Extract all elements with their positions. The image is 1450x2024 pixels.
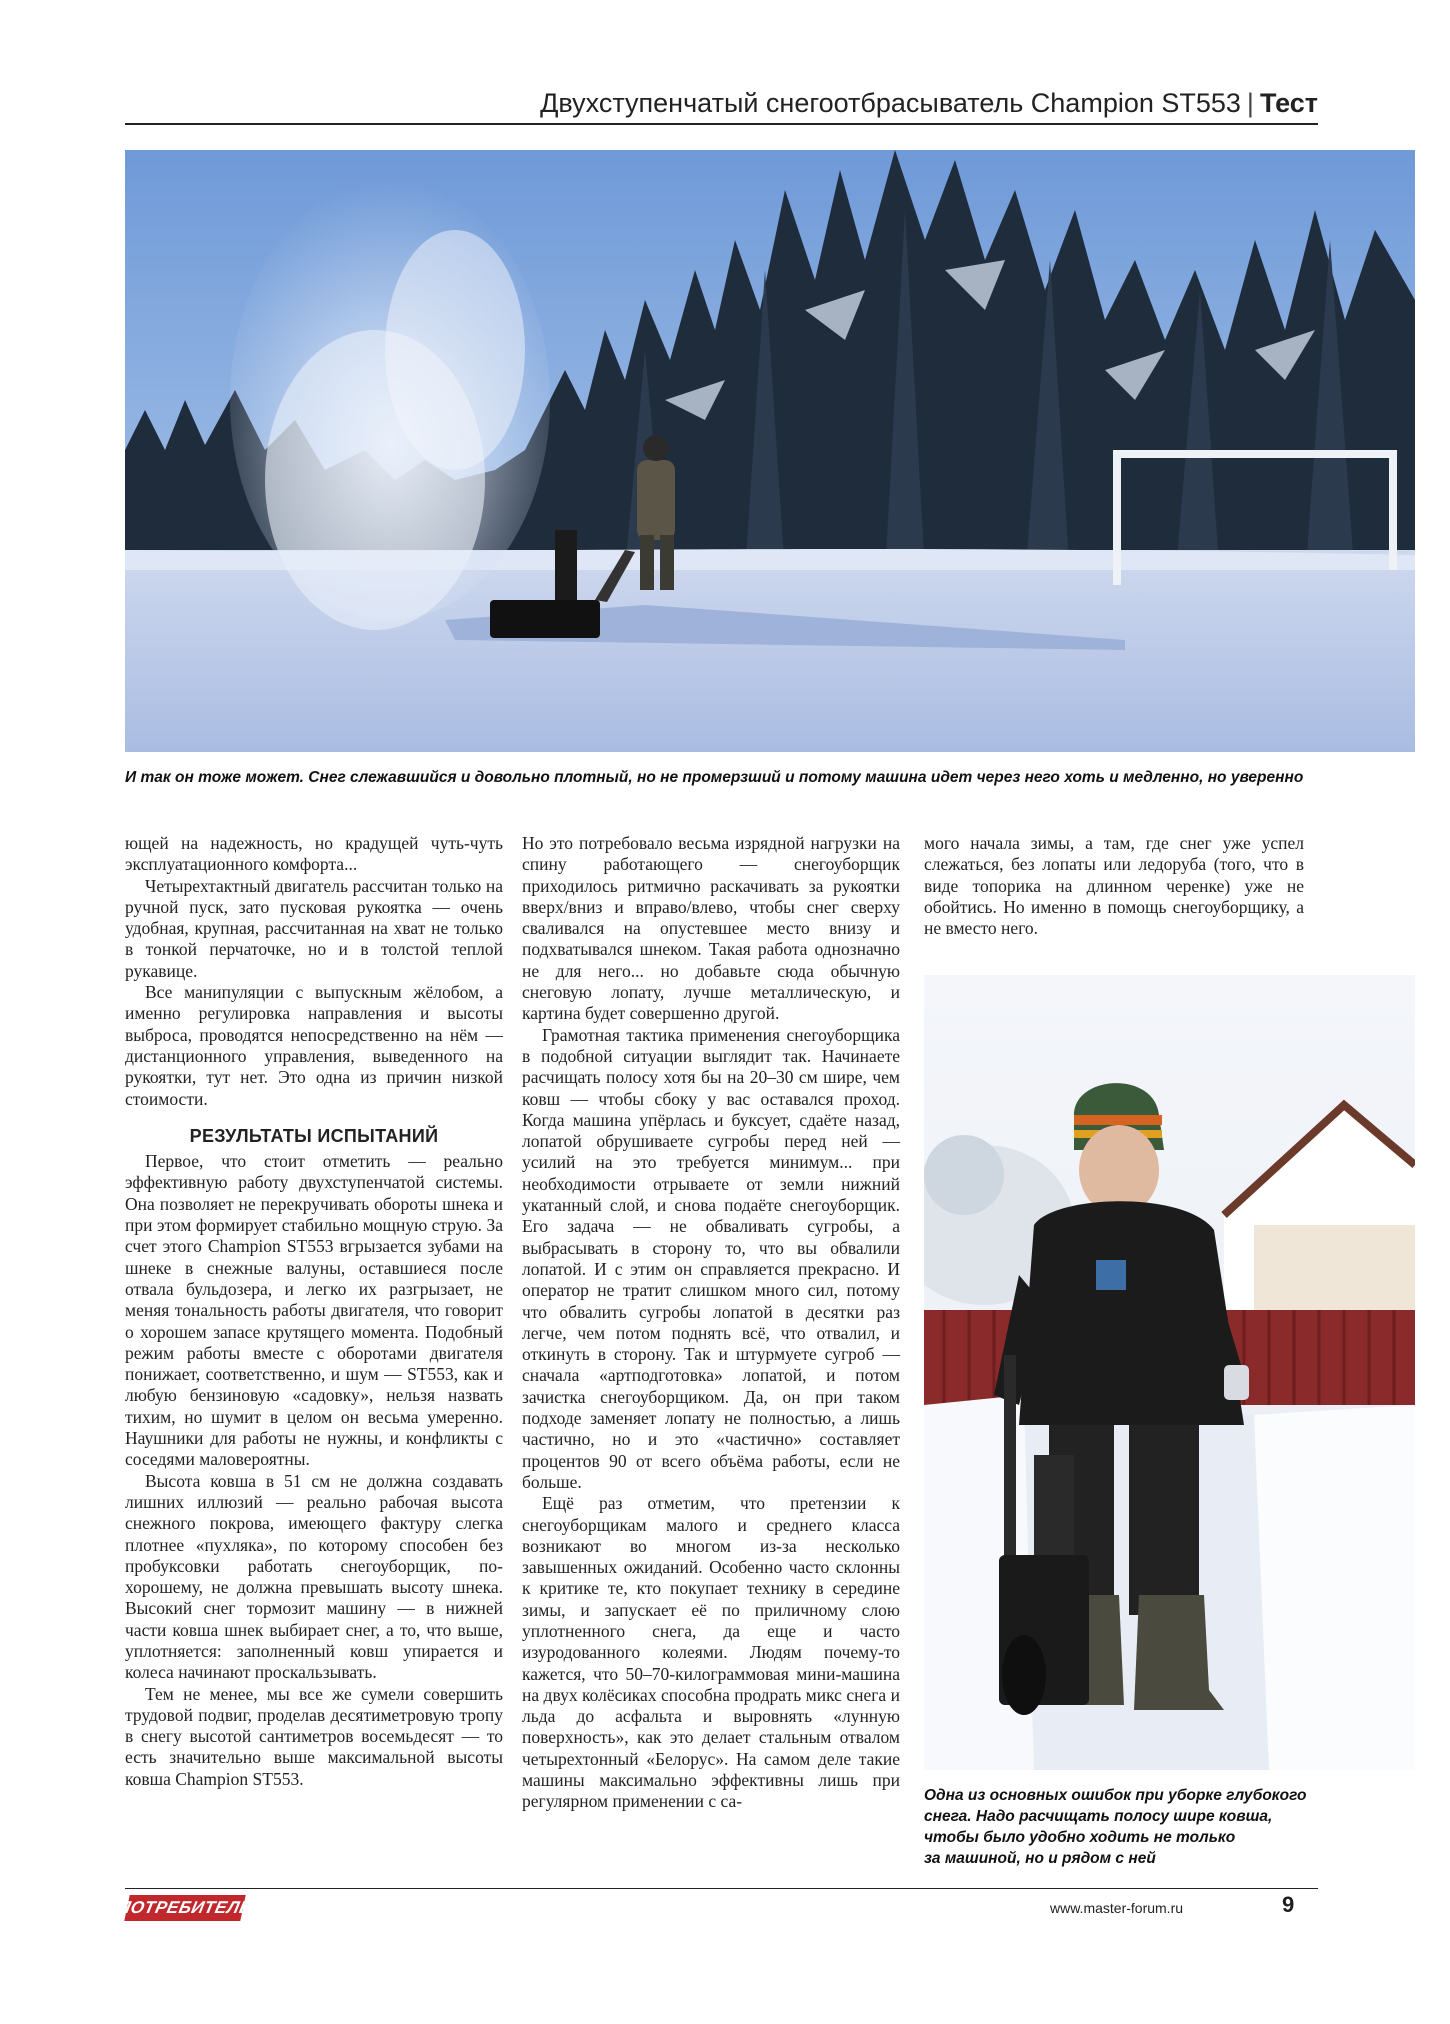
col1-paragraph: Все манипуляции с выпускным жёлобом, а именно регулировка направления и высоты выброса, проводятся непосредственно на нём — дистанционного управления, выведенного на рукоятки, тут нет. Это одна из причин низкой стоимости.: [125, 982, 503, 1109]
col1-paragraph: Первое, что стоит отметить — реально эффективную работу двухступенчатой системы. Она позволяет не перекручивать обороты шнека и при этом формирует стабильно мощную струю. За счет этого Champion ST553 вгрызается зубами на шнеке в снежные валуны, оставшиеся после отвала бульдозера, и легко их разгрызает, не меняя тональность работы двигателя, что говорит о хорошем запасе крутящего момента. Подобный режим работы вместе с оборотами двигателя понижает, соответственно, и шум — ST553, как и любую бензиновую «садовку», нельзя назвать тихим, но шумит в целом он весьма умеренно. Наушники для работы не нужны, и конфликты с соседями маловероятны.: [125, 1151, 503, 1470]
header-title: Двухступенчатый снегоотбрасыватель Champion ST553: [540, 88, 1241, 118]
col2-paragraph: Ещё раз отметим, что претензии к снегоуборщикам малого и среднего класса возникают во многом из-за несколько завышенных ожиданий. Особенно часто склонны к критике те, кто покупает технику в середине зимы, и запускает её по приличному слою уплотненного снега, да еще и часто изуродованного колеями. Людям почему-то кажется, что 50–70-килограммовая мини-машина на двух колёсиках способна продрать микс снега и льда до асфальта и выровнять «лунную поверхность», как это делает стальным отвалом четырехтонный «Белорус». На самом деле такие машины максимально эффективны лишь при регулярном применении с са-: [522, 1493, 900, 1812]
snowblower-field-illustration: [125, 150, 1415, 752]
photo2-caption-line: за машиной, но и рядом с ней: [924, 1850, 1156, 1867]
running-header: [360, 88, 1318, 119]
header-separator: |: [1246, 88, 1254, 118]
man-trench-illustration: [924, 975, 1415, 1770]
photo2-caption-line: снега. Надо расчищать полосу шире ковша,: [924, 1808, 1273, 1825]
magazine-logo: ПОТРЕБИТЕЛЬ: [124, 1895, 246, 1921]
article-column-1: [125, 833, 503, 1790]
photo1-caption: И так он тоже может. Снег слежавшийся и довольно плотный, но не промерзший и потому машина идет через него хоть и медленно, но уверенно: [125, 769, 1304, 786]
col1-paragraph: ющей на надежность, но крадущей чуть-чуть эксплуатационного комфорта...: [125, 833, 503, 875]
man-trench-photo: [924, 975, 1415, 1770]
page-number: 9: [1282, 1892, 1295, 1917]
footer-rule: [125, 1888, 1318, 1889]
website-url: www.master-forum.ru: [1050, 1900, 1184, 1916]
col1-paragraph: Высота ковша в 51 см не должна создавать лишних иллюзий — реально рабочая высота снежного покрова, имеющего фактуру слегка плотнее «пухляка», по которому способен без пробуксовки работать снегоуборщик, по-хорошему, не должна превышать высоту шнека. Высокий снег тормозит машину — в нижней части ковша шнек выбирает снег, а то, что выше, уплотняется: заполненный ковш упирается и колеса начинают проскальзывать.: [125, 1470, 503, 1683]
photo2-caption-line: Одна из основных ошибок при уборке глубокого: [924, 1787, 1307, 1804]
header-section: Тест: [1259, 88, 1318, 118]
article-column-2: [522, 833, 900, 1813]
header-rule: [125, 123, 1318, 125]
col2-paragraph: Но это потребовало весьма изрядной нагрузки на спину работающего — снегоуборщик приходилось ритмично раскачивать за рукоятки вверх/вниз и вправо/влево, чтобы снег сверху сваливался на опустевшее место внизу и подхватывался шнеком. Такая работа однозначно не для него... но добавьте сюда обычную снеговую лопату, лучше металлическую, и картина будет совершенно другой.: [522, 833, 900, 1024]
col1-paragraph: Тем не менее, мы все же сумели совершить трудовой подвиг, проделав десятиметровую тропу в снегу высотой сантиметров восемьдесят — то есть значительно выше максимальной высоты ковша Champion ST553.: [125, 1683, 503, 1789]
snowblower-field-photo: [125, 150, 1415, 752]
col2-paragraph: Грамотная тактика применения снегоуборщика в подобной ситуации выглядит так. Начинаете расчищать полосу хотя бы на 20–30 см шире, чем ковш — чтобы сбоку у вас оставался проход. Когда машина упёрлась и буксует, сдаёте назад, лопатой обрушиваете сугробы перед ней — усилий на это требуется минимум... при необходимости отрываете от земли нижний укатанный слой, и снова подаёте снегоуборщик. Его задача — не обваливать сугробы, а выбрасывать в сторону то, что вы обвалили лопатой. И с этим он справляется прекрасно. И оператор не тратит слишком много сил, потому что обвалить сугробы лопатой в десятки раз легче, чем потом поднять всё, что отвалил, и откинуть в сторону. Так и штурмуете сугроб — сначала «артподготовка» лопатой, и потом зачистка снегоуборщиком. Да, он при таком подходе заменяет лопату не полностью, а лишь частично, но и это «частично» составляет процентов 90 от всего объёма работы, если не больше.: [522, 1024, 900, 1492]
col3-paragraph: мого начала зимы, а там, где снег уже успел слежаться, без лопаты или ледоруба (того, что в виде топорика на длинном черенке) уже не обойтись. Но именно в помощь снегоуборщику, а не вместо него.: [924, 833, 1304, 939]
article-column-3: [924, 833, 1304, 939]
section-heading: РЕЗУЛЬТАТЫ ИСПЫТАНИЙ: [189, 1125, 439, 1146]
photo2-caption: [924, 1785, 1324, 1869]
col1-paragraph: Четырехтактный двигатель рассчитан только на ручной пуск, зато пусковая рукоятка — очень удобная, крупная, рассчитанная на хват не только в тонкой перчаточке, но и в толстой теплой рукавице.: [125, 875, 503, 981]
photo2-caption-line: чтобы было удобно ходить не только: [924, 1829, 1236, 1846]
